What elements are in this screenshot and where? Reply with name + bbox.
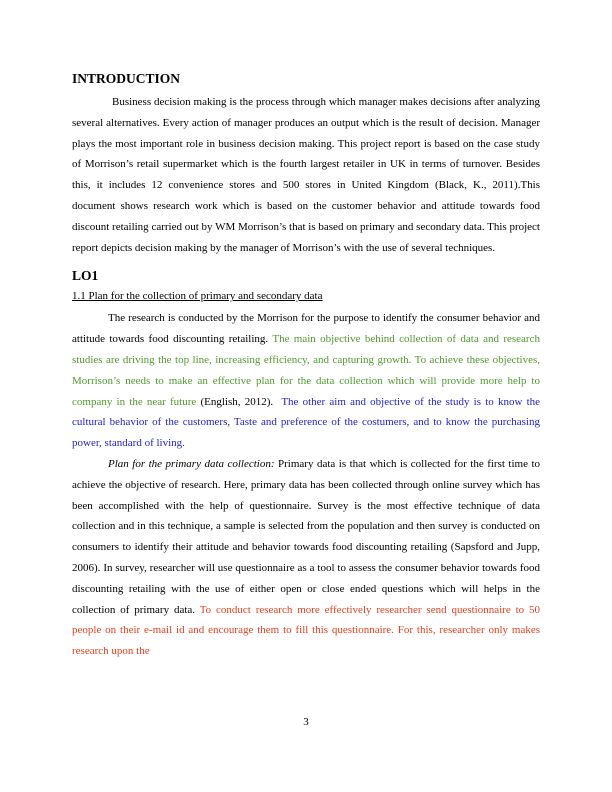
citation-english: (English, 2012). [200,395,274,408]
purpose-text: The research is conducted by the Morrison for the purpose to identify the consumer behavior and attitude towards food discounting retailing. [72,312,540,346]
lo1-heading: LO1 [72,268,99,284]
aim-highlight-blue: The other aim and objective of the study is to know the cultural behavior of the customers, Taste and preference of the costumers, and to know the purchasing power, standard of living. [72,395,541,450]
questionnaire-highlight-red: To conduct research more effectively researcher send questionnaire to 50 people on their e-mail id and encourage them to fill this questionnaire. For this, researcher only makes research upon the [72,603,540,658]
introduction-heading: INTRODUCTION [72,71,181,86]
objective-highlight-green: The main objective behind collection of data and research studies are driving the top line, increasing efficiency, and capturing growth. To achieve these objectives, Morrison’s needs to make an effective plan for the data collection which will provide more help to company in the near future [72,333,540,408]
research-purpose-paragraph [72,308,540,454]
primary-data-text: Primary data is that which is collected for the first time to achieve the objective of research. Here, primary data has been collected through online survey which has been accomplished with the help of questionnaire. Survey is the most effective technique of data collection and in this technique, a sample is selected from the population and then survey is conducted on consumers to identify their attitude and behavior towards food discounting retailing (Sapsford and Jupp, 2006). In survey, researcher will use questionnaire as a tool to assess the consumer behavior towards food discounting retailing with the use of either open or close ended questions which will helps in the collection of primary data. [72,457,540,616]
page-number: 3 [303,716,309,728]
section-1-1-subheading: 1.1 Plan for the collection of primary and secondary data [72,290,323,303]
primary-data-paragraph [72,454,540,662]
document-page [72,70,540,662]
introduction-paragraph: Business decision making is the process through which manager makes decisions after analyzing several alternatives. Every action of manager produces an output which is the result of decision. Manager plays the most important role in business decision making. This project report is based on the case study of Morrison’s retail supermarket which is the fourth largest retailer in UK in terms of turnover. Besides this, it includes 12 convenience stores and 500 stores in United Kingdom (Black, K., 2011).This document shows research work which is based on the customer behavior and attitude towards food discount retailing carried out by WM Morrison’s that is based on primary and secondary data. This project report depicts decision making by the manager of Morrison’s with the use of several techniques. [72,96,540,254]
primary-data-plan-label: Plan for the primary data collection: [108,457,275,470]
